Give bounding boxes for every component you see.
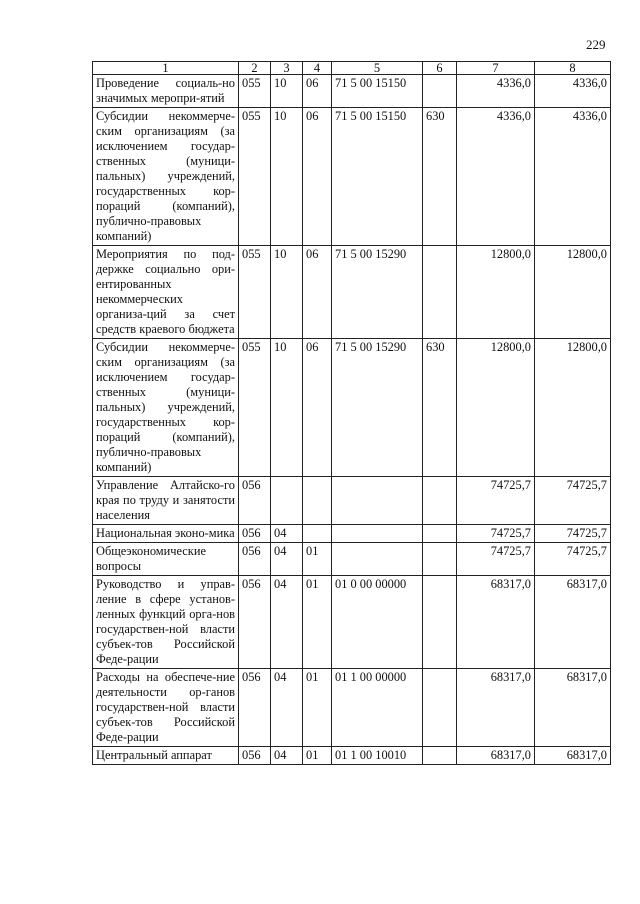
subsection-code-cell: 01 [303, 576, 332, 669]
row-name-cell: Национальная эконо-мика [93, 525, 239, 543]
row-name-cell: Общеэкономические вопросы [93, 543, 239, 576]
subsection-code-cell: 06 [303, 246, 332, 339]
amount-cell: 74725,7 [535, 477, 611, 525]
column-header: 8 [535, 62, 611, 75]
target-article-cell: 01 1 00 00000 [332, 669, 423, 747]
ministry-code-cell: 056 [239, 747, 271, 765]
amount-cell: 12800,0 [457, 246, 535, 339]
amount-cell: 68317,0 [457, 576, 535, 669]
row-name-cell: Субсидии некоммерче-ским организациям (за исключением государ-ственных (муници-пальных) учреждений, государственных кор-пораций (компаний), публично-правовых компаний) [93, 108, 239, 246]
table-row [93, 576, 611, 669]
expense-type-cell [423, 669, 457, 747]
table-row [93, 339, 611, 477]
amount-cell: 74725,7 [457, 525, 535, 543]
subsection-code-cell: 01 [303, 747, 332, 765]
budget-table [92, 61, 611, 765]
expense-type-cell: 630 [423, 108, 457, 246]
subsection-code-cell: 01 [303, 669, 332, 747]
table-row [93, 246, 611, 339]
amount-cell: 12800,0 [535, 339, 611, 477]
ministry-code-cell: 056 [239, 477, 271, 525]
target-article-cell: 71 5 00 15150 [332, 75, 423, 108]
column-header: 4 [303, 62, 332, 75]
row-name-cell: Руководство и управ-ление в сфере установ-ленных функций орга-нов государствен-ной власти субъек-тов Российской Феде-рации [93, 576, 239, 669]
expense-type-cell [423, 576, 457, 669]
target-article-cell: 71 5 00 15290 [332, 246, 423, 339]
amount-cell: 4336,0 [535, 75, 611, 108]
column-header: 6 [423, 62, 457, 75]
section-code-cell: 10 [271, 75, 303, 108]
table-row [93, 525, 611, 543]
subsection-code-cell [303, 525, 332, 543]
amount-cell: 68317,0 [535, 747, 611, 765]
column-header: 3 [271, 62, 303, 75]
ministry-code-cell: 056 [239, 543, 271, 576]
ministry-code-cell: 056 [239, 576, 271, 669]
column-header: 7 [457, 62, 535, 75]
section-code-cell: 04 [271, 747, 303, 765]
table-row [93, 75, 611, 108]
section-code-cell: 04 [271, 576, 303, 669]
ministry-code-cell: 056 [239, 669, 271, 747]
section-code-cell: 10 [271, 108, 303, 246]
subsection-code-cell [303, 477, 332, 525]
target-article-cell [332, 543, 423, 576]
expense-type-cell [423, 477, 457, 525]
row-name-cell: Центральный аппарат [93, 747, 239, 765]
column-header: 1 [93, 62, 239, 75]
ministry-code-cell: 055 [239, 108, 271, 246]
header-row [93, 62, 611, 75]
column-header: 2 [239, 62, 271, 75]
subsection-code-cell: 06 [303, 108, 332, 246]
amount-cell: 4336,0 [535, 108, 611, 246]
target-article-cell: 71 5 00 15290 [332, 339, 423, 477]
amount-cell: 74725,7 [535, 543, 611, 576]
expense-type-cell: 630 [423, 339, 457, 477]
expense-type-cell [423, 543, 457, 576]
ministry-code-cell: 056 [239, 525, 271, 543]
section-code-cell: 10 [271, 339, 303, 477]
target-article-cell [332, 477, 423, 525]
row-name-cell: Проведение социаль-но значимых меропри-ятий [93, 75, 239, 108]
amount-cell: 4336,0 [457, 75, 535, 108]
amount-cell: 68317,0 [535, 669, 611, 747]
row-name-cell: Субсидии некоммерче-ским организациям (за исключением государ-ственных (муници-пальных) учреждений, государственных кор-пораций (компаний), публично-правовых компаний) [93, 339, 239, 477]
amount-cell: 68317,0 [535, 576, 611, 669]
amount-cell: 74725,7 [535, 525, 611, 543]
ministry-code-cell: 055 [239, 246, 271, 339]
amount-cell: 74725,7 [457, 543, 535, 576]
amount-cell: 68317,0 [457, 747, 535, 765]
table-row [93, 477, 611, 525]
page-number: 229 [586, 37, 606, 52]
expense-type-cell [423, 747, 457, 765]
table-row [93, 669, 611, 747]
subsection-code-cell: 06 [303, 75, 332, 108]
section-code-cell: 04 [271, 543, 303, 576]
section-code-cell [271, 477, 303, 525]
ministry-code-cell: 055 [239, 339, 271, 477]
target-article-cell: 01 0 00 00000 [332, 576, 423, 669]
amount-cell: 68317,0 [457, 669, 535, 747]
amount-cell: 12800,0 [457, 339, 535, 477]
amount-cell: 74725,7 [457, 477, 535, 525]
subsection-code-cell: 01 [303, 543, 332, 576]
expense-type-cell [423, 525, 457, 543]
table-row [93, 108, 611, 246]
row-name-cell: Управление Алтайско-го края по труду и занятости населения [93, 477, 239, 525]
column-header: 5 [332, 62, 423, 75]
section-code-cell: 04 [271, 525, 303, 543]
row-name-cell: Мероприятия по под-держке социально ори-ентированных некоммерческих организа-ций за счет средств краевого бюджета [93, 246, 239, 339]
amount-cell: 12800,0 [535, 246, 611, 339]
expense-type-cell [423, 75, 457, 108]
table-row [93, 747, 611, 765]
target-article-cell: 71 5 00 15150 [332, 108, 423, 246]
subsection-code-cell: 06 [303, 339, 332, 477]
row-name-cell: Расходы на обеспече-ние деятельности ор-ганов государствен-ной власти субъек-тов Российской Феде-рации [93, 669, 239, 747]
target-article-cell: 01 1 00 10010 [332, 747, 423, 765]
section-code-cell: 04 [271, 669, 303, 747]
expense-type-cell [423, 246, 457, 339]
amount-cell: 4336,0 [457, 108, 535, 246]
section-code-cell: 10 [271, 246, 303, 339]
ministry-code-cell: 055 [239, 75, 271, 108]
target-article-cell [332, 525, 423, 543]
table-row [93, 543, 611, 576]
